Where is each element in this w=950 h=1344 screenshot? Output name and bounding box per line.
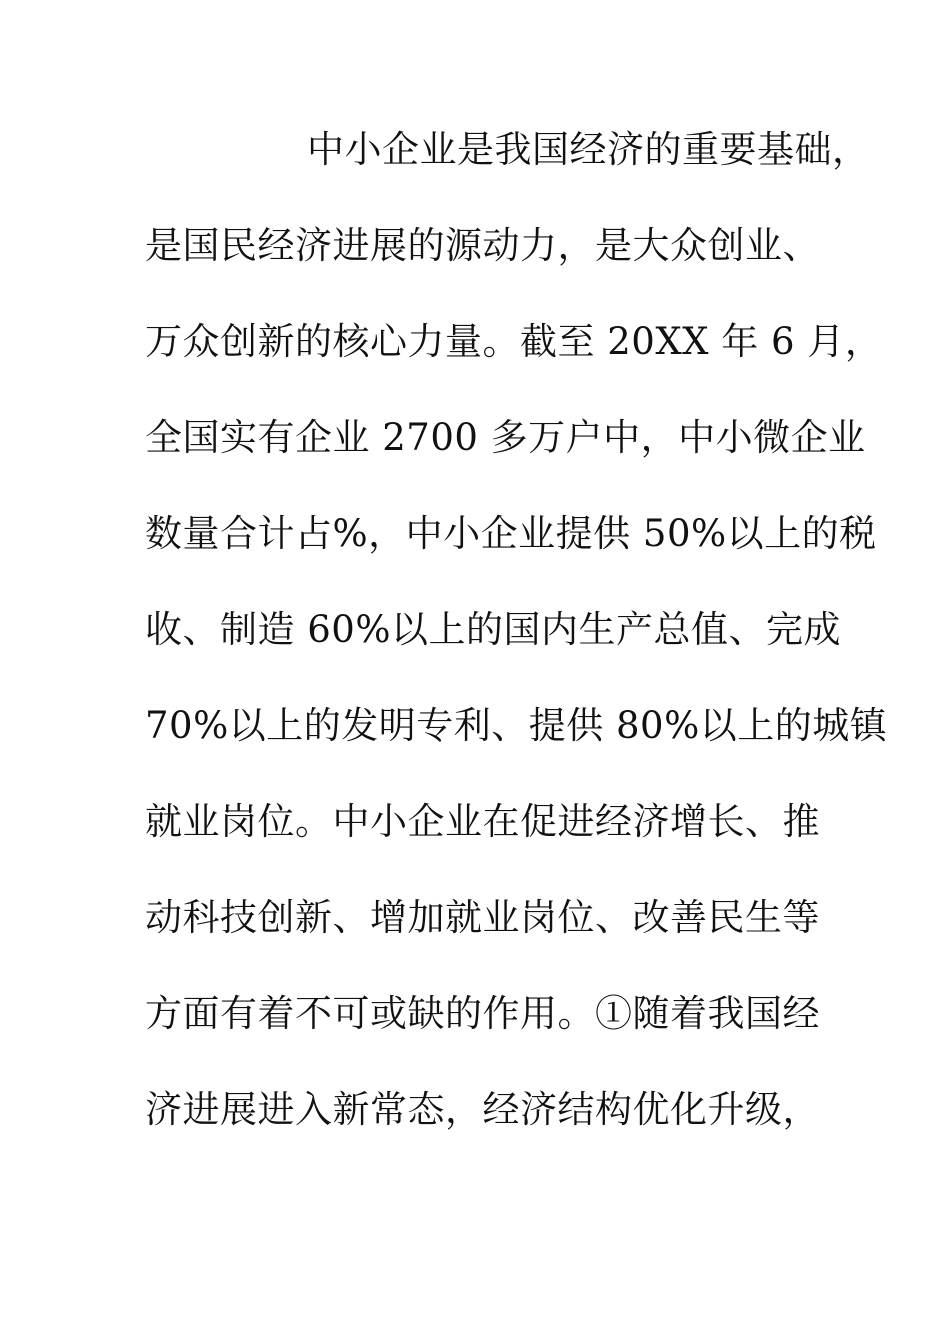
paragraph-line-8: 就业岗位。中小企业在促进经济增长、推 — [145, 800, 820, 843]
paragraph-line-6: 收、制造 60%以上的国内生产总值、完成 — [145, 608, 841, 651]
paragraph-line-2: 是国民经济进展的源动力，是大众创业、 — [145, 224, 820, 267]
paragraph-line-4: 全国实有企业 2700 多万户中，中小微企业 — [145, 416, 866, 459]
paragraph-line-9: 动科技创新、增加就业岗位、改善民生等 — [145, 896, 820, 939]
paragraph-line-7: 70%以上的发明专利、提供 80%以上的城镇 — [145, 704, 888, 747]
paragraph-line-1: 中小企业是我国经济的重要基础， — [307, 128, 870, 171]
paragraph-line-3: 万众创新的核心力量。截至 20XX 年 6 月， — [145, 320, 883, 363]
paragraph-line-5: 数量合计占%，中小企业提供 50%以上的税 — [145, 512, 877, 555]
paragraph-line-11: 济进展进入新常态，经济结构优化升级， — [145, 1088, 820, 1131]
paragraph-line-10: 方面有着不可或缺的作用。①随着我国经 — [145, 992, 820, 1035]
